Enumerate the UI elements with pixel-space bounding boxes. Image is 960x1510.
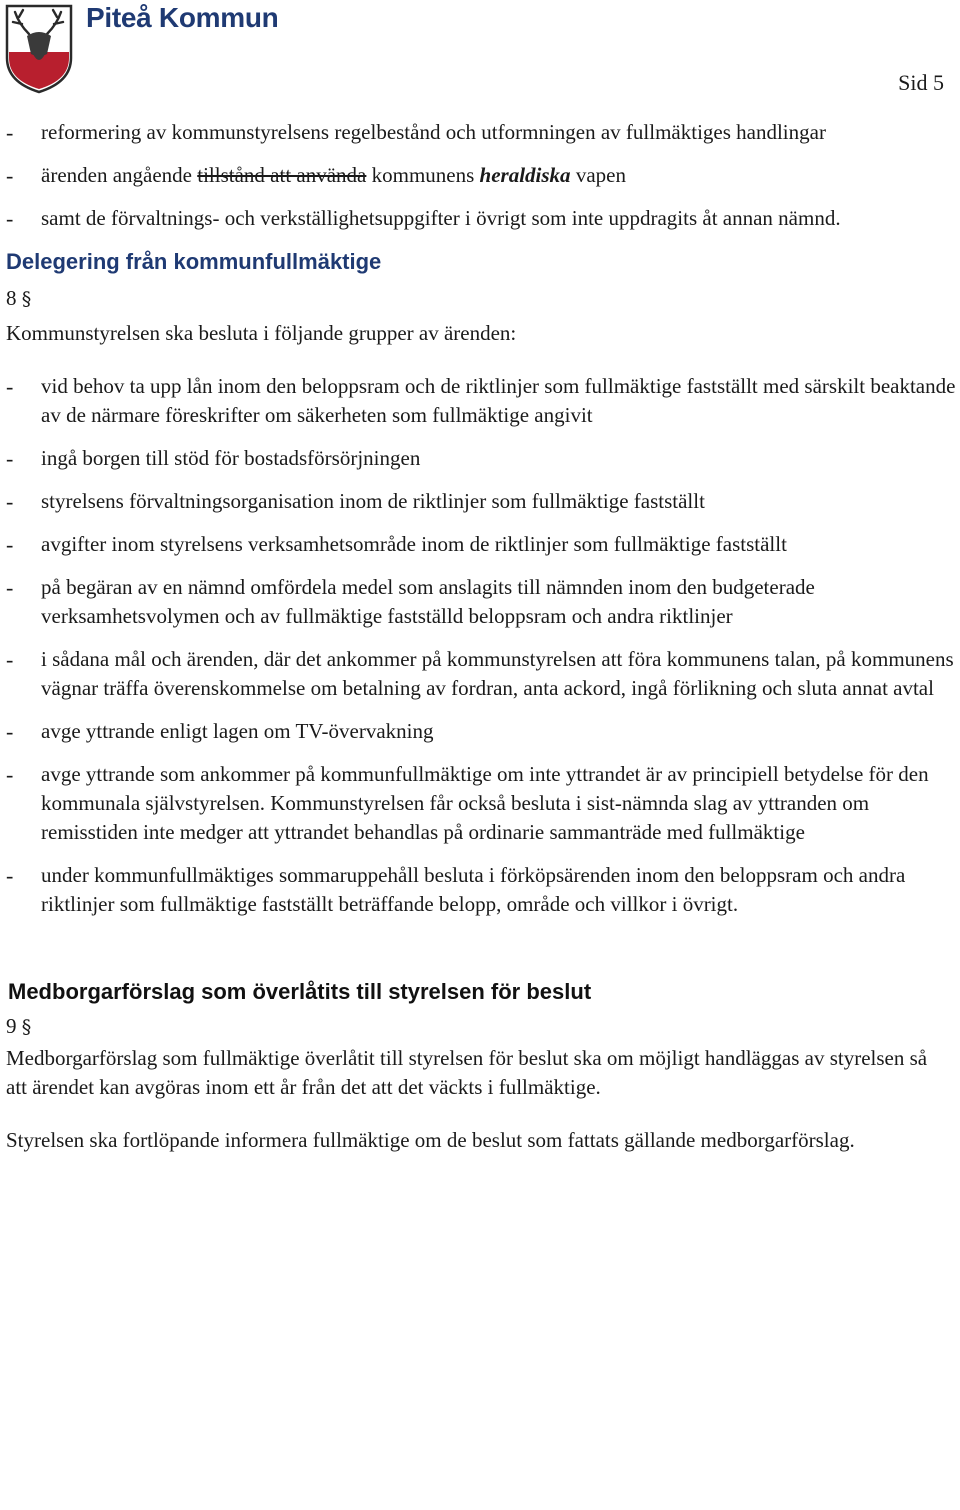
section-sign: § — [21, 288, 32, 310]
list-dash: - — [6, 532, 14, 557]
list-item-text: reformering av kommunstyrelsens regelbestånd och utformningen av fullmäktiges handlingar — [41, 120, 826, 144]
list-dash: - — [6, 575, 14, 600]
list-item-text: under kommunfullmäktiges sommaruppehåll besluta i förköpsärenden inom den beloppsram och andra riktlinjer som fullmäktige fastställt beträffande belopp, område och villkor i övrigt. — [41, 863, 906, 916]
intro-list-item — [0, 118, 960, 147]
list-dash: - — [6, 206, 14, 231]
section-heading: Medborgarförslag som överlåtits till styrelsen för beslut — [8, 979, 592, 1004]
list-item-text: avge yttrande som ankommer på kommunfullmäktige om inte yttrandet är av principiell betydelse för den kommunala självstyrelsen. Kommunstyrelsen får också besluta i sist-nämnda slag av yttranden om remisstiden inte medger att yttrandet behandlas på ordinarie sammanträde med fullmäktige — [41, 762, 929, 844]
emphasized-text: heraldiska — [479, 163, 571, 187]
list-dash: - — [6, 719, 14, 744]
document-body — [0, 118, 960, 1155]
list-item-text: avge yttrande enligt lagen om TV-övervakning — [41, 719, 434, 743]
paragraph-number — [0, 1011, 960, 1042]
page-header — [0, 0, 960, 100]
list-item-text: styrelsens förvaltningsorganisation inom de riktlinjer som fullmäktige fastställt — [41, 489, 705, 513]
list-dash: - — [6, 762, 14, 787]
text-fragment: kommunens — [366, 163, 480, 187]
list-item — [0, 573, 960, 631]
section-heading: Delegering från kommunfullmäktige — [6, 249, 382, 274]
body-paragraph: Styrelsen ska fortlöpande informera fullmäktige om de beslut som fattats gällande medborgarförslag. — [6, 1128, 855, 1152]
text-fragment: ärenden angående — [41, 163, 198, 187]
crest-logo-icon — [3, 2, 75, 94]
list-dash: - — [6, 863, 14, 888]
list-item-text: samt de förvaltnings- och verkställighetsuppgifter i övrigt som inte uppdragits åt annan nämnd. — [41, 206, 841, 230]
struck-text: tillstånd att använda — [197, 163, 367, 187]
list-item-text: på begäran av en nämnd omfördela medel som anslagits till nämnden inom den budgeterade verksamhetsvolymen och av fullmäktige fastställd beloppsram och andra riktlinjer — [41, 575, 815, 628]
list-item — [0, 530, 960, 559]
body-paragraph: Medborgarförslag som fullmäktige överlåtit till styrelsen för beslut ska om möjligt handläggas av styrelsen så att ärendet kan avgöras inom ett år från det att det väckts i fullmäktige. — [6, 1046, 928, 1099]
intro-list-item — [0, 161, 960, 190]
list-dash: - — [6, 489, 14, 514]
organization-name: Piteå Kommun — [86, 2, 279, 33]
page-number: Sid 5 — [898, 70, 944, 95]
list-item — [0, 372, 960, 430]
list-item-text: ingå borgen till stöd för bostadsförsörjningen — [41, 446, 421, 470]
list-item-text — [41, 161, 960, 190]
paragraph-number-value: 8 — [6, 286, 17, 310]
paragraph-number — [0, 283, 960, 314]
list-item-text: i sådana mål och ärenden, där det ankommer på kommunstyrelsen att föra kommunens talan, på kommunens vägnar träffa överenskommelse om betalning av fordran, anta ackord, ingå förlikning och sluta annat avtal — [41, 647, 954, 700]
list-item-text: avgifter inom styrelsens verksamhetsområde inom de riktlinjer som fullmäktige fastställt — [41, 532, 787, 556]
section-intro: Kommunstyrelsen ska besluta i följande grupper av ärenden: — [6, 321, 517, 345]
list-dash: - — [6, 647, 14, 672]
list-dash: - — [6, 163, 14, 188]
intro-list-item — [0, 204, 960, 233]
list-item — [0, 760, 960, 847]
list-item — [0, 717, 960, 746]
section-sign: § — [21, 1016, 32, 1038]
list-item — [0, 487, 960, 516]
list-dash: - — [6, 374, 14, 399]
list-item — [0, 861, 960, 919]
list-item — [0, 444, 960, 473]
list-item-text: vid behov ta upp lån inom den beloppsram och de riktlinjer som fullmäktige fastställt med särskilt beaktande av de närmare föreskrifter om säkerheten som fullmäktige angivit — [41, 374, 956, 427]
list-item — [0, 645, 960, 703]
paragraph-number-value: 9 — [6, 1014, 17, 1038]
text-fragment: vapen — [570, 163, 626, 187]
list-dash: - — [6, 446, 14, 471]
list-dash: - — [6, 120, 14, 145]
